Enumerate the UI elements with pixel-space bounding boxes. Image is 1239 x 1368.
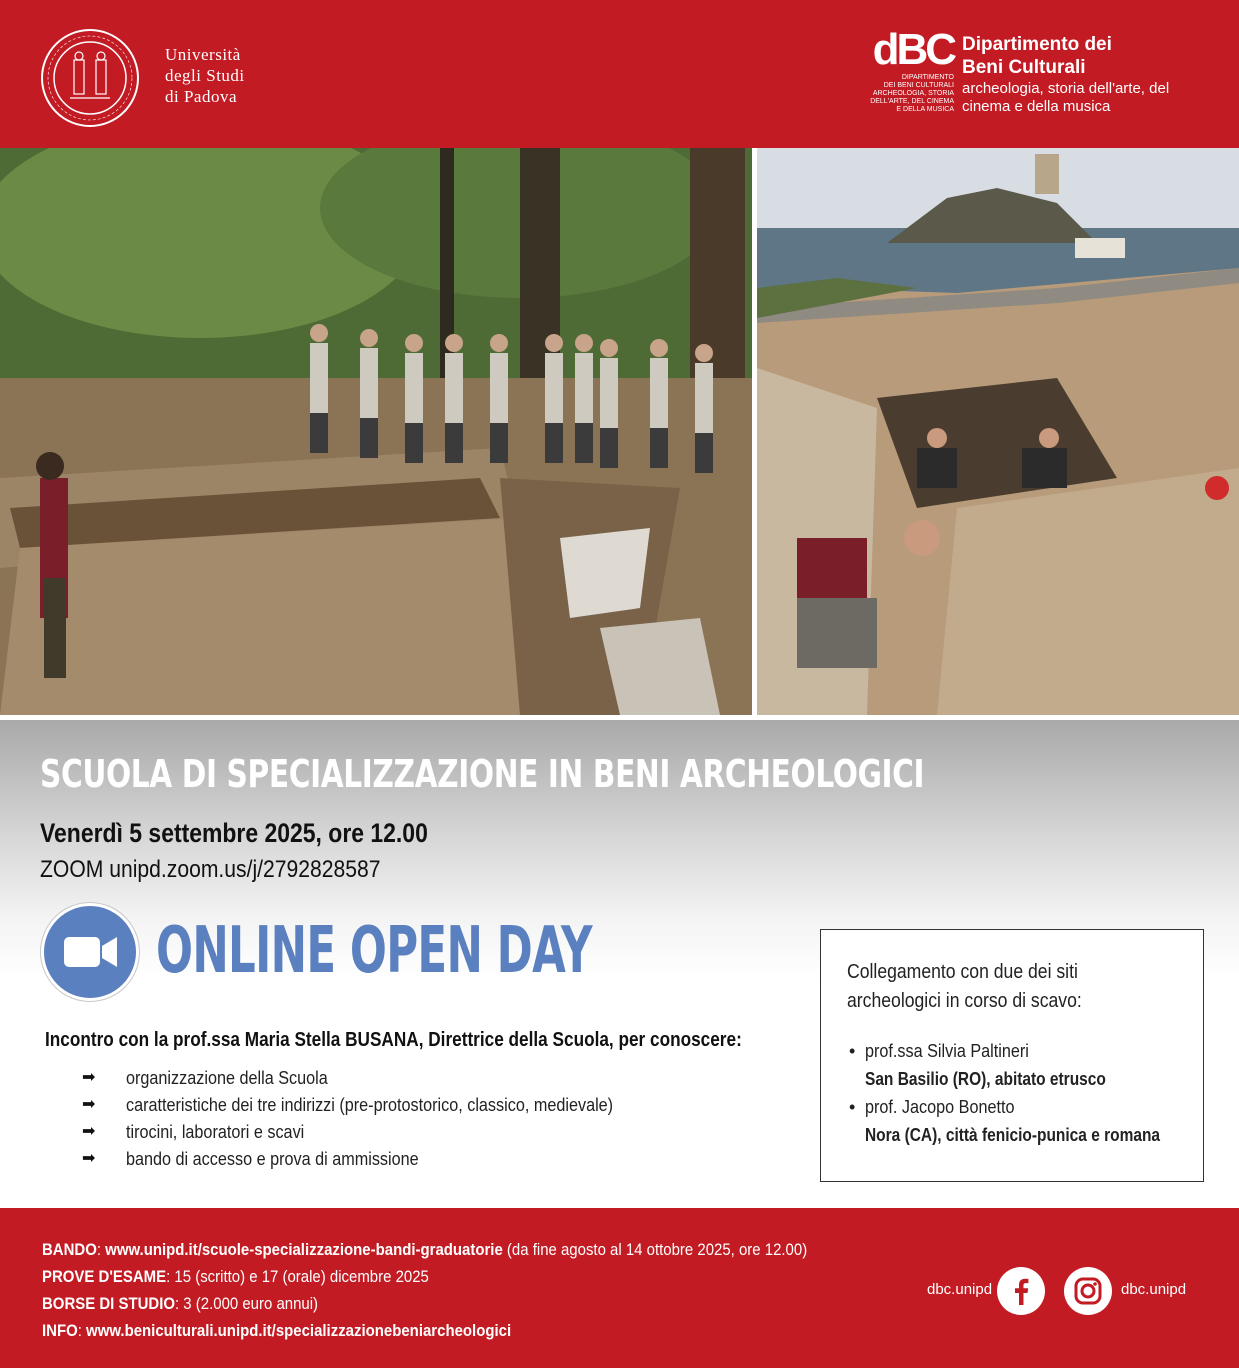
page-title: SCUOLA DI SPECIALIZZAZIONE IN BENI ARCHEOLOGICI <box>40 752 925 796</box>
footer-row-info <box>42 1321 511 1341</box>
university-name-line: Università <box>165 45 241 64</box>
footer-value: 3 (2.000 euro annui) <box>183 1294 319 1313</box>
sites-heading-line: archeologici in corso di scavo: <box>847 990 1082 1012</box>
site-professor: prof. Jacopo Bonetto <box>865 1097 1015 1117</box>
intro-text: Incontro con la prof.ssa Maria Stella BUSANA, Direttrice della Scuola, per conoscere: <box>45 1029 742 1051</box>
sites-heading <box>847 958 1082 1016</box>
dbc-logo <box>862 25 954 114</box>
video-camera-icon <box>41 903 139 1001</box>
list-item-text: tirocini, laboratori e scavi <box>126 1122 305 1142</box>
footer-label: INFO <box>42 1321 78 1340</box>
facebook-icon[interactable] <box>997 1267 1045 1315</box>
footer-row-prove <box>42 1267 429 1287</box>
excavation-sites-box <box>820 929 1204 1182</box>
dbc-small-line: DELL'ARTE, DEL CINEMA <box>870 98 954 105</box>
footer-separator: : <box>77 1321 87 1340</box>
site-professor: prof.ssa Silvia Paltineri <box>865 1041 1029 1061</box>
dbc-mark: dBC <box>872 25 954 74</box>
department-title-line: Dipartimento dei <box>962 34 1112 55</box>
footer-row-bando <box>42 1240 807 1260</box>
footer-separator: : <box>174 1294 184 1313</box>
facebook-handle[interactable]: dbc.unipd <box>927 1281 993 1298</box>
arrow-icon: ➡ <box>82 1069 96 1086</box>
university-seal-logo <box>40 28 140 128</box>
list-item-text: caratteristiche dei tre indirizzi (pre-protostorico, classico, medievale) <box>126 1095 614 1115</box>
dbc-small-line: ARCHEOLOGIA, STORIA <box>872 90 954 97</box>
arrow-icon: ➡ <box>82 1096 96 1113</box>
department-subtitle: archeologia, storia dell'arte, del cinema e della musica <box>962 80 1170 115</box>
dbc-small-line: DEI BENI CULTURALI <box>883 82 954 89</box>
list-item-text: bando di accesso e prova di ammissione <box>126 1149 419 1169</box>
department-title-line: Beni Culturali <box>962 57 1086 78</box>
footer-value: 15 (scritto) e 17 (orale) dicembre 2025 <box>174 1267 429 1286</box>
dbc-small-line: E DELLA MUSICA <box>896 106 954 113</box>
bullet-dot: • <box>849 1097 856 1117</box>
footer-label: PROVE D'ESAME <box>42 1267 167 1286</box>
online-open-day-headline: ONLINE OPEN DAY <box>156 914 592 988</box>
footer-link[interactable]: www.beniculturali.unipd.it/specializzazionebeniarcheologici <box>86 1321 512 1340</box>
footer-separator: : <box>166 1267 175 1286</box>
sites-heading-line: Collegamento con due dei siti <box>847 961 1078 983</box>
excavation-visit-photo <box>0 148 752 715</box>
footer-link[interactable]: www.unipd.it/scuole-specializzazione-bandi-graduatorie <box>105 1240 503 1259</box>
department-title <box>962 33 1112 79</box>
site-place: San Basilio (RO), abitato etrusco <box>865 1069 1106 1089</box>
university-name <box>165 44 245 107</box>
university-name-line: degli Studi <box>165 66 245 85</box>
instagram-handle[interactable]: dbc.unipd <box>1121 1281 1187 1298</box>
event-date: Venerdì 5 settembre 2025, ore 12.00 <box>40 818 428 848</box>
instagram-icon[interactable] <box>1064 1267 1112 1315</box>
zoom-link[interactable]: ZOOM unipd.zoom.us/j/2792828587 <box>40 856 381 883</box>
nora-excavation-photo <box>757 148 1239 715</box>
footer-separator: : <box>96 1240 106 1259</box>
footer-label: BANDO <box>42 1240 97 1259</box>
list-item-text: organizzazione della Scuola <box>126 1068 328 1088</box>
footer-band <box>0 1208 1239 1368</box>
dbc-small-text <box>862 74 954 114</box>
site-place: Nora (CA), città fenicio-punica e romana <box>865 1125 1161 1145</box>
dbc-small-line: DIPARTIMENTO <box>901 74 954 81</box>
arrow-icon: ➡ <box>82 1150 96 1167</box>
university-name-line: di Padova <box>165 87 238 106</box>
footer-value: (da fine agosto al 14 ottobre 2025, ore 12.00) <box>502 1240 808 1259</box>
bullet-dot: • <box>849 1041 856 1061</box>
footer-row-borse <box>42 1294 318 1314</box>
arrow-icon: ➡ <box>82 1123 96 1140</box>
footer-label: BORSE DI STUDIO <box>42 1294 175 1313</box>
